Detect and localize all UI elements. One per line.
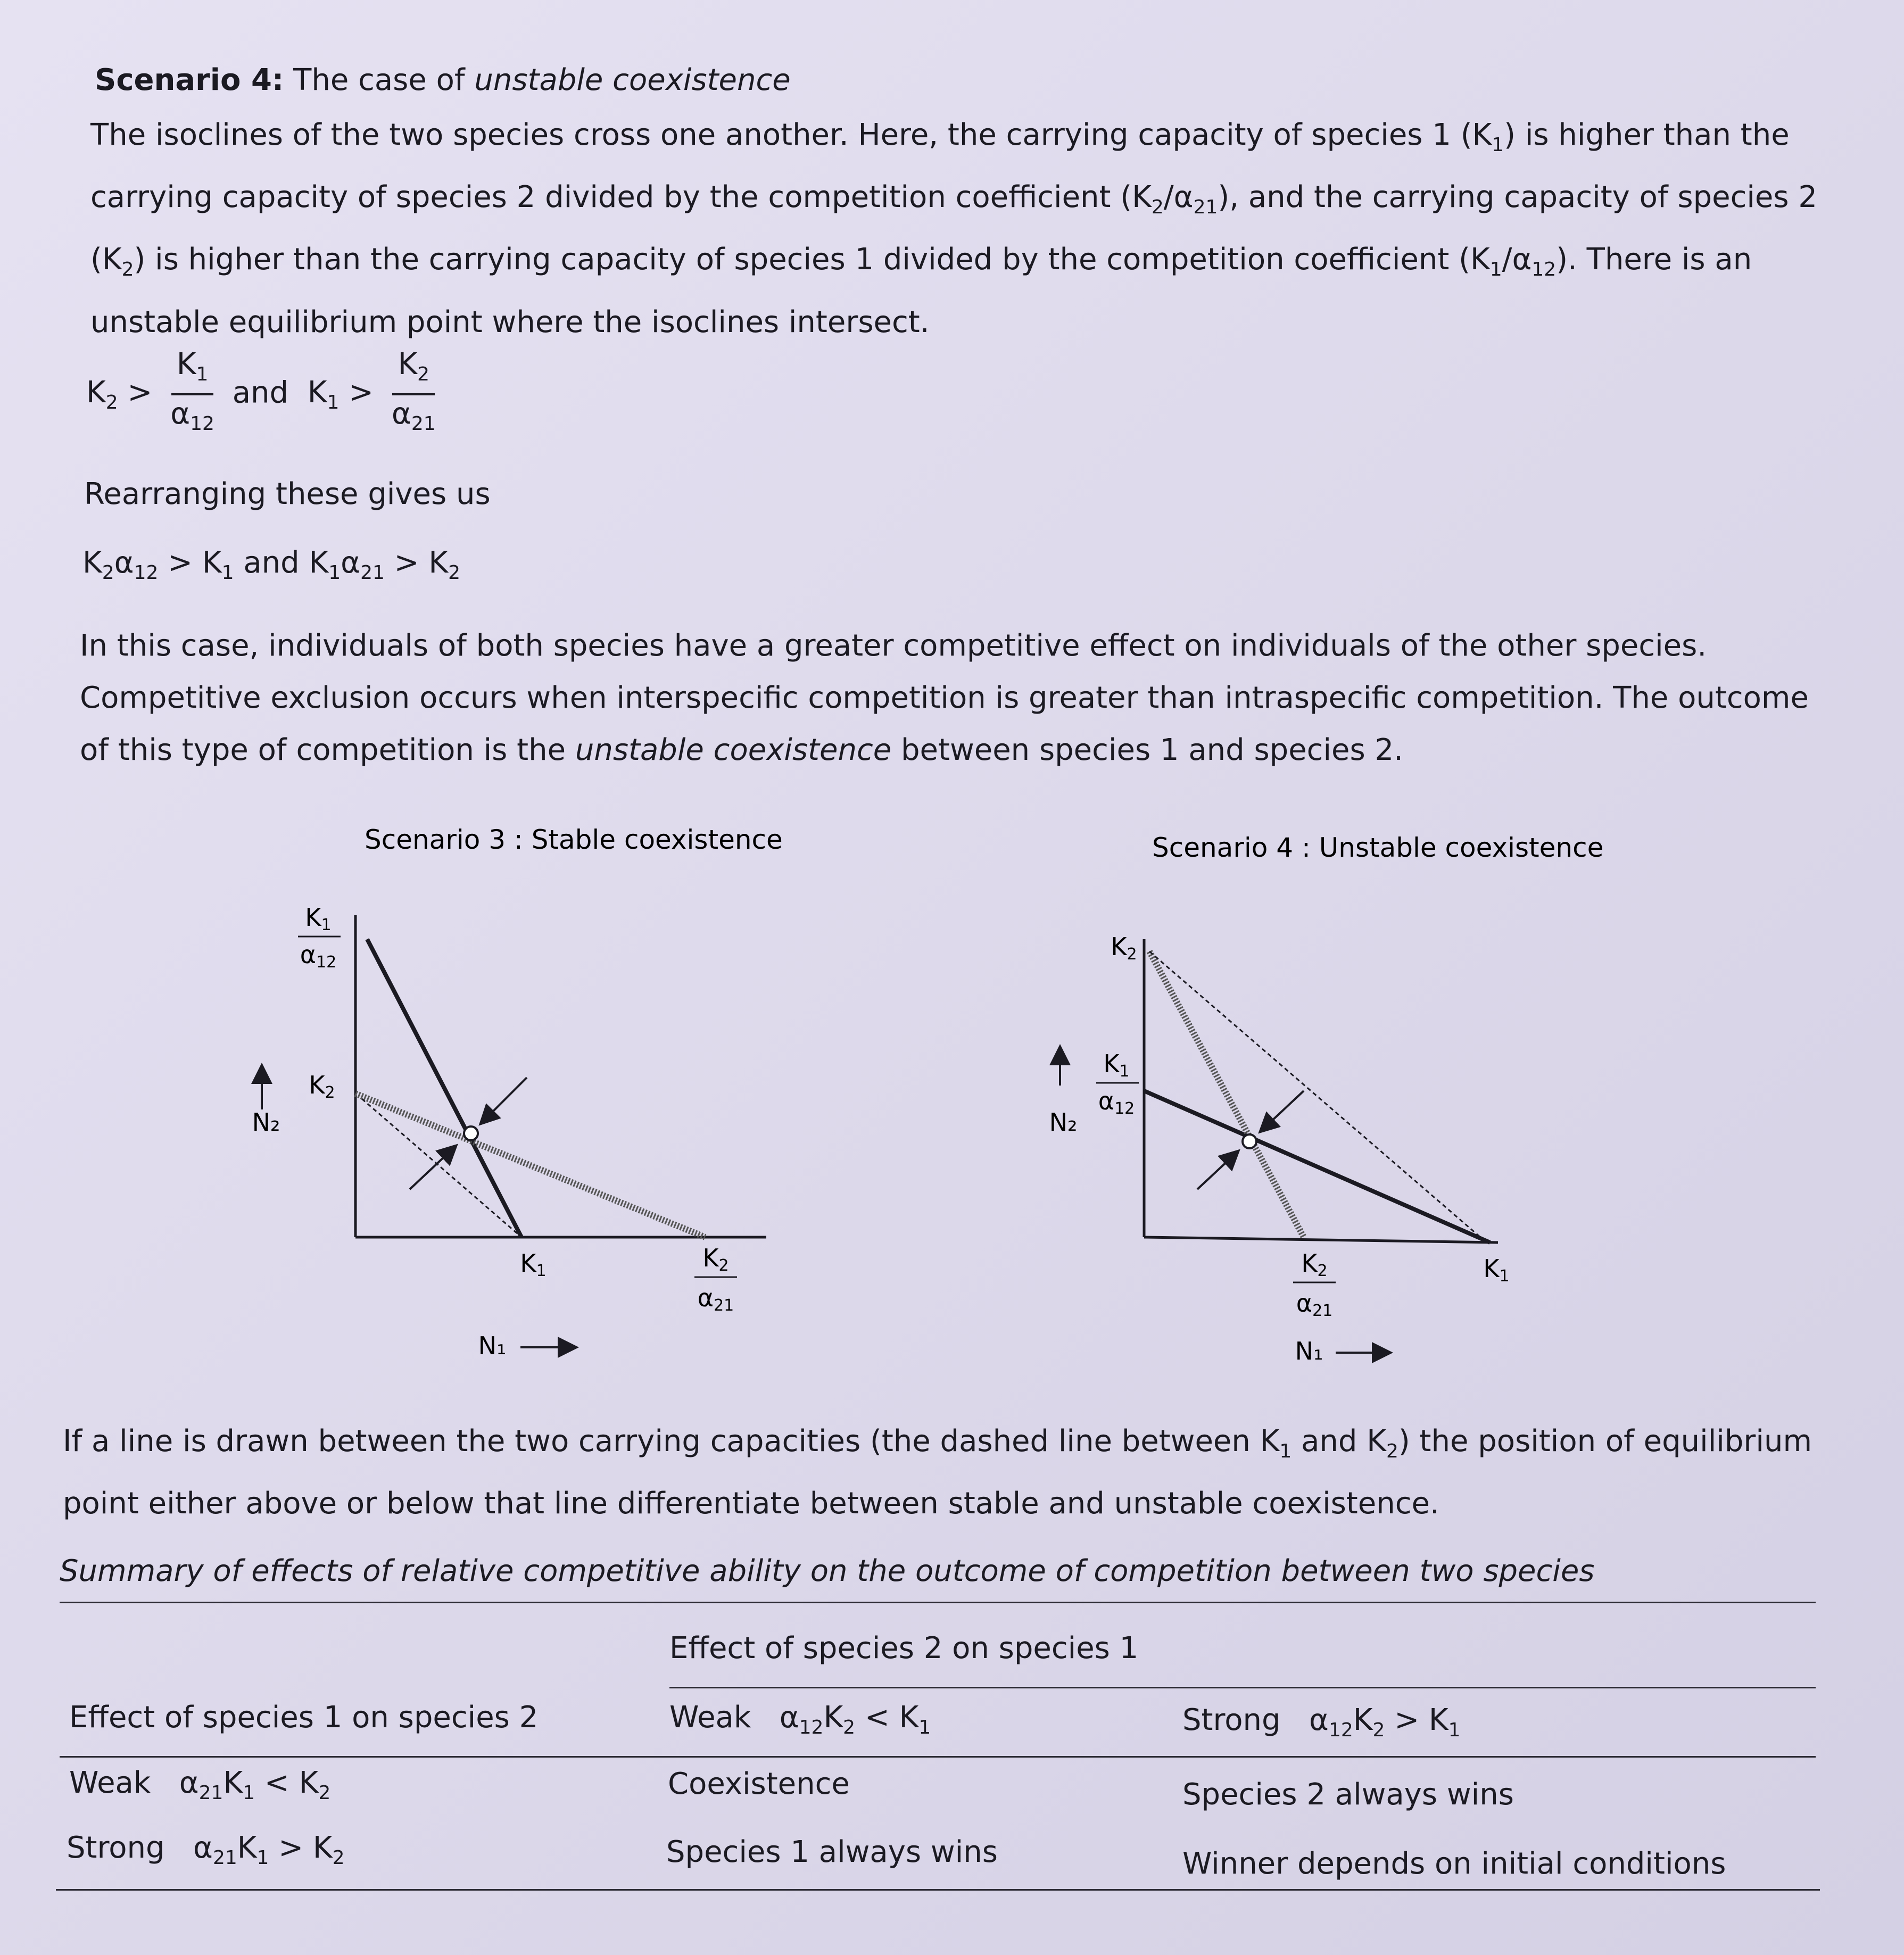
- chart-title: Scenario 3 : Stable coexistence: [365, 824, 783, 855]
- subscript: 1: [1492, 134, 1504, 156]
- subscript: 2: [1386, 1440, 1398, 1463]
- cell-coexistence: Coexistence: [668, 1767, 850, 1801]
- intro-paragraph: [90, 109, 1836, 349]
- intro-text: ), and the carrying capacity of species 2 (K: [90, 180, 1817, 277]
- species1-isocline: [1144, 1091, 1490, 1242]
- species1-isocline: [367, 939, 521, 1237]
- divider: [60, 1602, 1816, 1603]
- subscript: 1: [1279, 1440, 1292, 1463]
- y-label-k1: K1: [305, 903, 332, 934]
- intro-text: ). There is an unstable equilibrium point where the isoclines intersect.: [90, 242, 1752, 339]
- x-axis-label: N₁: [1295, 1337, 1323, 1365]
- dashed-k-line: [1149, 951, 1485, 1241]
- rearranged-equation: $K_2\alpha_{12} > K_1$ and $K_1\alpha_{21} > K_2$: [82, 545, 461, 584]
- summary-title: Summary of effects of relative competitive ability on the outcome of competition between two species: [60, 1554, 1595, 1588]
- section-heading: [95, 63, 791, 97]
- chart-scenario-4: [1049, 832, 1604, 1365]
- arrow: [410, 1147, 455, 1189]
- rearranging-text: Rearranging these gives us: [84, 477, 491, 511]
- chart-scenario-3: [252, 824, 783, 1360]
- x-label-k1: K1: [520, 1249, 547, 1280]
- dashed-k-line: [362, 1099, 521, 1237]
- explanation-paragraph: [80, 620, 1809, 776]
- y-label-k1: K1: [1103, 1049, 1130, 1081]
- species2-isocline: [1149, 951, 1304, 1237]
- subscript: 2: [1151, 196, 1164, 219]
- row-weak-label: Weak $\alpha_{21}K_1 < K_2$: [69, 1766, 331, 1804]
- equilibrium-point: [1243, 1134, 1256, 1148]
- inequality-equation: $K_2$ > $\frac{K_1}{\alpha_{12}}$ and $K_1$ > $\frac{K_2}{\alpha_{21}}$: [86, 347, 436, 435]
- para-text: In this case, individuals of both species have a greater competitive effect on individuals of the other species. Competitive exclusion occurs when interspecific competition is greater than intraspecific competition. The outcome of this type of competition is the: [80, 628, 1809, 767]
- row-strong-label: Strong $\alpha_{21}K_1 > K_2$: [67, 1830, 345, 1869]
- subscript: 1: [1489, 259, 1502, 281]
- heading-plain: The case of: [284, 63, 475, 97]
- chart-title: Scenario 4 : Unstable coexistence: [1152, 832, 1604, 863]
- x-label-k1: K1: [1483, 1254, 1510, 1286]
- intro-text: /α: [1502, 242, 1532, 277]
- cell-species2-wins: Species 2 always wins: [1182, 1777, 1514, 1812]
- x-label-k2: K2: [1301, 1249, 1328, 1280]
- para-text: ) the position of equilibrium point either above or below that line differentiate between stable and unstable coexistence.: [63, 1424, 1812, 1521]
- y-axis-label: N₂: [1049, 1108, 1078, 1137]
- subscript: 21: [1193, 196, 1218, 219]
- species2-isocline: [355, 1094, 705, 1237]
- y-label-a12: α12: [300, 940, 337, 972]
- divider: [56, 1889, 1820, 1891]
- arrow: [1197, 1152, 1237, 1189]
- para-text: between species 1 and species 2.: [891, 733, 1403, 767]
- x-axis: [1144, 1237, 1498, 1242]
- intro-text: ) is higher than the carrying capacity of species 2 divided by the competition coefficient (K: [90, 118, 1790, 215]
- intro-text: The isoclines of the two species cross one another. Here, the carrying capacity of species 1 (K: [90, 118, 1492, 152]
- subscript: 12: [1532, 259, 1557, 281]
- y-label-k2: K2: [1111, 932, 1137, 964]
- para-text: If a line is drawn between the two carrying capacities (the dashed line between K: [63, 1424, 1280, 1459]
- para-text: and K: [1292, 1424, 1386, 1459]
- x-label-a21: α21: [697, 1283, 734, 1315]
- y-axis-label: N₂: [252, 1108, 280, 1137]
- x-label-a21: α21: [1296, 1289, 1333, 1320]
- and-word: and: [243, 545, 300, 580]
- and-word: and: [232, 375, 289, 410]
- x-label-k2: K2: [702, 1244, 729, 1275]
- isocline-charts: [0, 809, 1904, 1399]
- cell-initial-conditions: Winner depends on initial conditions: [1182, 1846, 1726, 1881]
- cell-species1-wins: Species 1 always wins: [666, 1835, 998, 1869]
- header-strong: Strong $\alpha_{12}K_2 > K_1$: [1182, 1703, 1461, 1742]
- header-weak: Weak $\alpha_{12}K_2 < K_1$: [669, 1700, 931, 1739]
- arrow: [482, 1078, 527, 1123]
- intro-text: ) is higher than the carrying capacity of species 1 divided by the competition coefficient (K: [134, 242, 1490, 277]
- subscript: 2: [121, 259, 134, 281]
- table-row-header: Effect of species 1 on species 2: [69, 1700, 539, 1735]
- x-axis-label: N₁: [478, 1331, 507, 1360]
- para-italic: unstable coexistence: [575, 733, 892, 767]
- heading-bold: Scenario 4:: [95, 63, 284, 97]
- equilibrium-point: [464, 1126, 478, 1140]
- divider: [669, 1687, 1816, 1688]
- table-col-header: Effect of species 2 on species 1: [669, 1631, 1139, 1666]
- y-label-k2: K2: [309, 1071, 335, 1102]
- arrow: [1261, 1091, 1304, 1131]
- divider: [60, 1756, 1816, 1758]
- intro-text: /α: [1163, 180, 1194, 215]
- heading-italic: unstable coexistence: [474, 63, 791, 97]
- equilibrium-paragraph: [63, 1415, 1819, 1530]
- y-label-a12: α12: [1098, 1087, 1135, 1118]
